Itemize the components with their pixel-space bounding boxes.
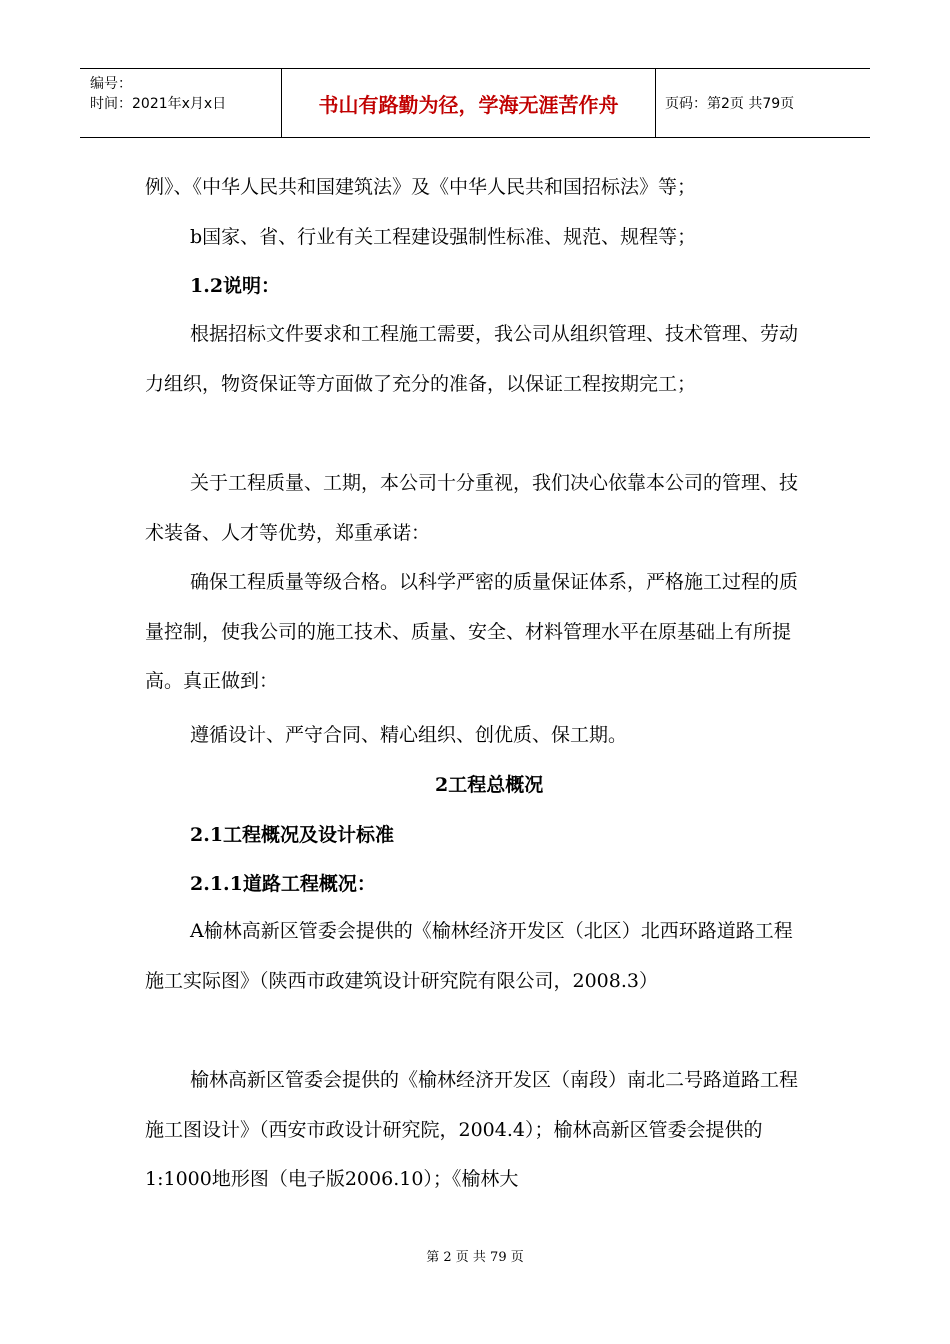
time-label: 时间：2021年x月x日 bbox=[90, 96, 227, 112]
page-footer: 第 2 页 共 79 页 bbox=[426, 1250, 524, 1265]
body-line-1: 例》、《中华人民共和国建筑法》及《中华人民共和国招标法》等； bbox=[145, 176, 697, 198]
section-heading-1-2: 1.2说明： bbox=[190, 275, 281, 297]
header-meta bbox=[80, 69, 280, 137]
section-heading-2-1: 2.1工程概况及设计标准 bbox=[190, 824, 395, 846]
serial-label: 编号： bbox=[90, 76, 132, 92]
page-header bbox=[80, 68, 870, 138]
chapter-heading-2: 2工程总概况 bbox=[435, 774, 544, 796]
paragraph-6: 榆林高新区管委会提供的《榆林经济开发区（南段）南北二号路道路工程施工图设计》（西安市政设计研究院，2004.4）；榆林高新区管委会提供的1:1000地形图（电子版2006.10）；《榆林大 bbox=[145, 1069, 799, 1190]
paragraph-1: 根据招标文件要求和工程施工需要，我公司从组织管理、技术管理、劳动力组织，物资保证等方面做了充分的准备，以保证工程按期完工； bbox=[145, 323, 799, 395]
paragraph-3: 确保工程质量等级合格。以科学严密的质量保证体系，严格施工过程的质量控制，使我公司的施工技术、质量、安全、材料管理水平在原基础上有所提高。真正做到： bbox=[145, 571, 799, 692]
section-heading-2-1-1: 2.1.1道路工程概况： bbox=[190, 873, 376, 895]
header-page-info: 页码：第2页 共79页 bbox=[665, 96, 795, 112]
header-motto: 书山有路勤为径，学海无涯苦作舟 bbox=[281, 69, 656, 137]
body-line-2: b国家、省、行业有关工程建设强制性标准、规范、规程等； bbox=[190, 226, 697, 248]
paragraph-5: A榆林高新区管委会提供的《榆林经济开发区（北区）北西环路道路工程施工实际图》（陕西市政建筑设计研究院有限公司，2008.3） bbox=[145, 920, 793, 992]
paragraph-4: 遵循设计、严守合同、精心组织、创优质、保工期。 bbox=[190, 724, 628, 746]
paragraph-2: 关于工程质量、工期，本公司十分重视，我们决心依靠本公司的管理、技术装备、人才等优势，郑重承诺： bbox=[145, 472, 799, 544]
